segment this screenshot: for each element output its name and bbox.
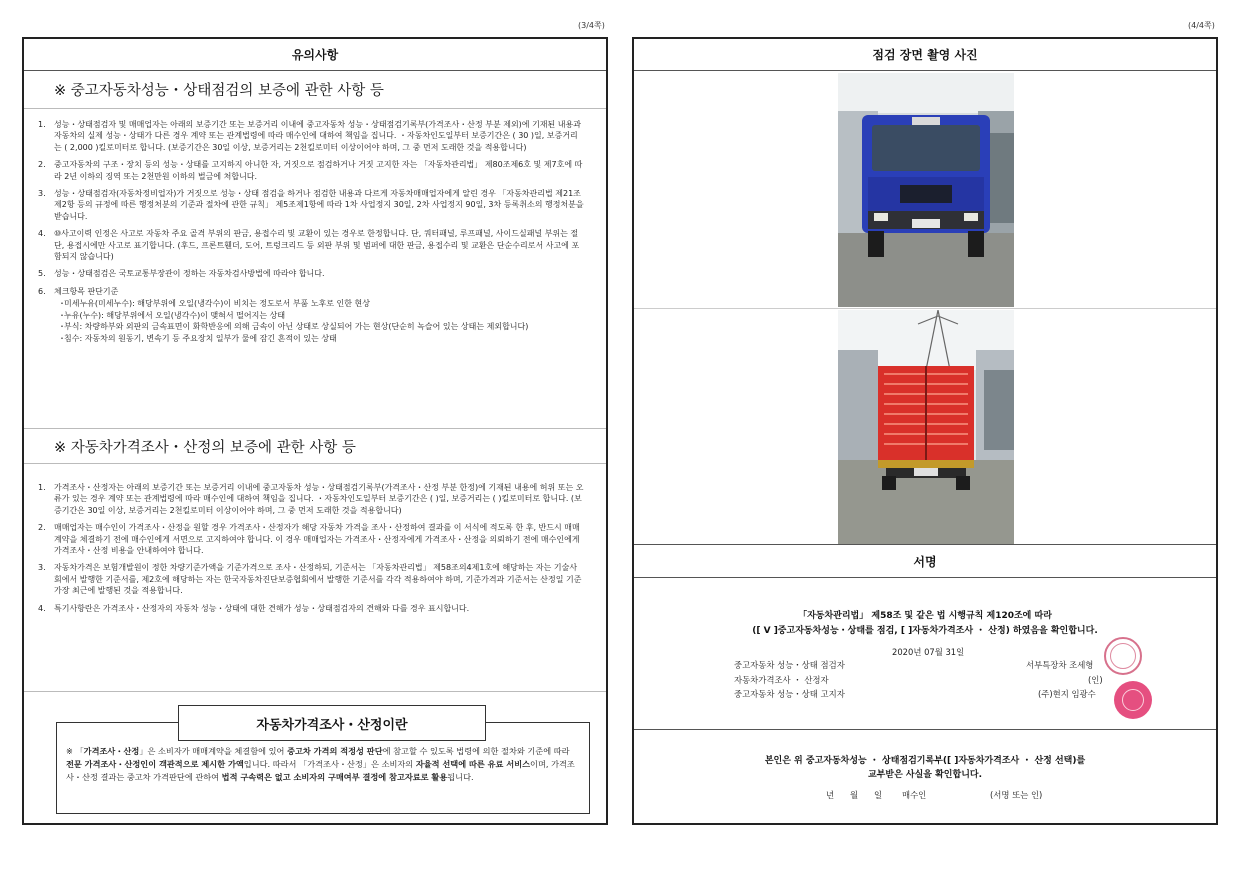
list-item — [38, 159, 584, 182]
criteria-text: 부식: 차량하부와 외판의 금속표면이 화학반응에 의해 금속이 아닌 상태로 상실되어 가는 현상(단순히 녹슬어 있는 상태는 제외합니다) — [64, 322, 529, 332]
list-item — [38, 228, 584, 262]
sign-header: 서명 — [634, 544, 1216, 578]
truck-front-photo — [838, 73, 1014, 307]
notifier-role: 중고자동차 성능・상태 고지자 — [734, 689, 845, 699]
assessor-seal: (인) — [1088, 675, 1103, 685]
buyer-sign-hint: (서명 또는 인) — [990, 790, 1043, 800]
bullet: ・ — [58, 310, 66, 320]
page-number-right: (4/4쪽) — [1188, 21, 1215, 30]
list-item-text: ⑩사고이력 인정은 사고로 자동차 주요 골격 부위의 판금, 용접수리 및 교환이 있는 경우로 한정합니다. 단, 쿼터패널, 루프패널, 사이드실패널 부위는 절단, 용접시에만 사고로 표기합니다. (후드, 프론트휀더, 도어, 트렁크리드 등 외판 부위 및 범퍼에 대한 판금, 용접수리 및 교환은 단순수리로서 사고에 포함되지 않습니다) — [54, 229, 580, 262]
confirm-line-1: 본인은 위 중고자동차성능 ・ 상태점검기록부([ ]자동차가격조사 ・ 산정 선택)를 — [764, 756, 1086, 766]
inspector-role: 중고자동차 성능・상태 점검자 — [734, 660, 845, 670]
list-item-text: 자동차가격은 보험개발원이 정한 차량기준가액을 기준가격으로 조사・산정하되, 기준서는 「자동차관리법」 제58조의4제1호에 해당하는 자는 기술사회에서 발행한 기준서를, 제2호에 해당하는 자는 한국자동차진단보증협회에서 발행한 기준서를 각각 적용하여야 하며, 기준가격과 기준서는 산정일 기준 가장 최근에 발행된 것을 적용합니다. — [54, 563, 582, 596]
price-assessment-title: 자동차가격조사・산정이란 — [178, 705, 486, 741]
list-item — [38, 188, 584, 222]
list-item — [38, 603, 584, 614]
list-item-number: 1. — [38, 483, 46, 492]
criteria-item — [56, 310, 584, 321]
list-item-number: 2. — [38, 523, 46, 533]
section1-title: ※ 중고자동차성능・상태점검의 보증에 관한 사항 등 — [24, 71, 606, 109]
list-item — [38, 119, 584, 153]
list-item — [38, 286, 584, 297]
list-item-number: 4. — [38, 603, 46, 613]
inspector-stamp-inner — [1110, 643, 1136, 669]
buyer-label: 매수인 — [902, 790, 927, 800]
bullet: ・ — [58, 322, 66, 332]
list-item — [38, 268, 584, 279]
sign-day: 일 — [874, 790, 883, 800]
page-number-left: (3/4쪽) — [578, 21, 605, 30]
notifier-name: (주)현지 임광수 — [1038, 689, 1096, 699]
assessor-role: 자동차가격조사 ・ 산정자 — [734, 675, 829, 685]
list-item-number: 6. — [38, 286, 46, 296]
criteria-text: 미세누유(미세누수): 해당부위에 오일(냉각수)이 비치는 정도로서 부품 노후로 인한 현상 — [64, 299, 371, 309]
list-item-text: 특기사항란은 가격조사・산정자의 자동차 성능・상태에 대한 견해가 성능・상태점검자의 견해와 다를 경우 표시합니다. — [54, 603, 470, 613]
list-item-text: 중고자동차의 구조・장치 등의 성능・상태를 고지하지 아니한 자, 거짓으로 점검하거나 거짓 고지한 자는 「자동차관리법」 제80조제6호 및 제7호에 따라 2년 이하의 징역 또는 2천만원 이하의 벌금에 처합니다. — [54, 160, 583, 181]
criteria-item — [56, 333, 584, 344]
photo-divider — [634, 308, 1216, 309]
list-item-text: 성능・상태점검자 및 매매업자는 아래의 보증기간 또는 보증거리 이내에 중고자동차 성능・상태점검기록부(가격조사・산정 부분 제외)에 기재된 내용과 자동차의 실제 성능・상태가 다른 경우 계약 또는 관계법령에 따라 매수인에 대하여 책임을 집니다. ・자동차인도일부터 보증기간은 ( 30 )일, 보증거리는 ( 2,000 )킬로미터로 합니다. (보증기간은 30일 이상, 보증거리는 2천킬로미터 이상이어야 하며, 그 중 먼저 도래한 것을 적용합니다) — [54, 120, 581, 152]
bullet: ・ — [58, 299, 66, 309]
criteria-text: 누유(누수): 해당부위에서 오일(냉각수)이 맺혀서 떨어지는 상태 — [64, 310, 286, 320]
list-item-text: 성능・상태점검은 국토교통부장관이 정하는 자동차검사방법에 따라야 합니다. — [54, 269, 325, 279]
sign-year: 년 — [826, 790, 835, 800]
criteria-list — [24, 298, 606, 344]
notice-panel — [22, 37, 608, 825]
divider — [24, 691, 606, 692]
price-assessment-text: ※ 「가격조사・산정」은 소비자가 매매계약을 체결함에 있어 중고차 가격의 적정성 판단에 참고할 수 있도록 법령에 의한 절차와 기준에 따라 전문 가격조사・산정인이 객관적으로 제시한 가액입니다. 따라서 「가격조사・산정」은 소비자의 자율적 선택에 따른 유료 서비스이며, 가격조사・산정 결과는 중고차 가격판단에 관하여 법적 구속력은 없고 소비자의 구매여부 결정에 참고자료로 활용됩니다. — [66, 746, 575, 782]
list-item-number: 3. — [38, 563, 46, 573]
section1-list — [24, 109, 606, 297]
notice-header: 유의사항 — [24, 39, 606, 71]
sign-date: 2020년 07월 31일 — [892, 647, 965, 657]
criteria-text: 침수: 자동차의 원동기, 변속기 등 주요장치 일부가 물에 잠긴 흔적이 있는 상태 — [64, 333, 337, 343]
list-item-number: 1. — [38, 120, 46, 129]
bullet: ・ — [58, 333, 66, 343]
list-item — [38, 482, 584, 516]
law-line-1: 「자동차관리법」 제58조 및 같은 법 시행규칙 제120조에 따라 — [798, 611, 1052, 621]
list-item — [38, 562, 584, 596]
inspector-name: 서부특장차 조세형 — [1026, 660, 1094, 670]
list-item-text: 체크항목 판단기준 — [54, 286, 119, 296]
truck-rear-photo — [838, 310, 1014, 544]
criteria-item — [56, 321, 584, 332]
list-item-text: 성능・상태점검자(자동차정비업자)가 거짓으로 성능・상태 점검을 하거나 점검한 내용과 다르게 자동차매매업자에게 알린 경우 「자동차관리법 제21조제2항 등의 규정에 따른 행정처분의 기준과 절차에 관한 규칙」 제5조제1항에 따라 1차 사업정지 30일, 2차 사업정지 90일, 3차 등록취소의 행정처분을 받습니다. — [54, 189, 584, 221]
list-item-text: 매매업자는 매수인이 가격조사・산정을 원할 경우 가격조사・산정자가 해당 자동차 가격을 조사・산정하여 결과를 이 서식에 적도록 한 후, 반드시 매매계약을 체결하기 전에 매수인에게 서면으로 고지하여야 합니다. 이 경우 매매업자는 가격조사・산정자에게 가격조사・산정을 의뢰하기 전에 매수인에게 가격조사・산정 비용을 안내하여야 합니다. — [54, 523, 580, 556]
list-item — [38, 522, 584, 556]
section2-list — [24, 472, 606, 620]
photo-header: 점검 장면 촬영 사진 — [634, 39, 1216, 71]
confirm-divider — [634, 729, 1216, 730]
law-line-2: ([ V ]중고자동차성능・상태를 점검, [ ]자동차가격조사 ・ 산정) 하였음을 확인합니다. — [752, 626, 1098, 636]
list-item-text: 가격조사・산정자는 아래의 보증기간 또는 보증거리 이내에 중고자동차 성능・상태점검기록부(가격조사・산정 부분 한정)에 기재된 내용에 허위 또는 오류가 있는 경우 계약 또는 관계법령에 따라 매수인에 대하여 책임을 집니다. ・자동차인도일부터 보증기간은 ( )일, 보증거리는 ( )킬로미터로 합니다. (보증기간은 30일 이상, 보증거리는 2천킬로미터 이상이어야 하며, 그 중 먼저 도래한 것을 적용합니다) — [54, 483, 584, 515]
photo-sign-panel — [632, 37, 1218, 825]
sign-month: 월 — [850, 790, 859, 800]
list-item-number: 3. — [38, 189, 46, 199]
confirm-line-2: 교부받은 사실을 확인합니다. — [867, 770, 982, 780]
list-item-number: 5. — [38, 269, 46, 279]
list-item-number: 4. — [38, 229, 46, 239]
section2-title: ※ 자동차가격조사・산정의 보증에 관한 사항 등 — [24, 428, 606, 464]
list-item-number: 2. — [38, 160, 46, 170]
notifier-stamp-inner — [1122, 689, 1144, 711]
criteria-item — [56, 298, 584, 309]
